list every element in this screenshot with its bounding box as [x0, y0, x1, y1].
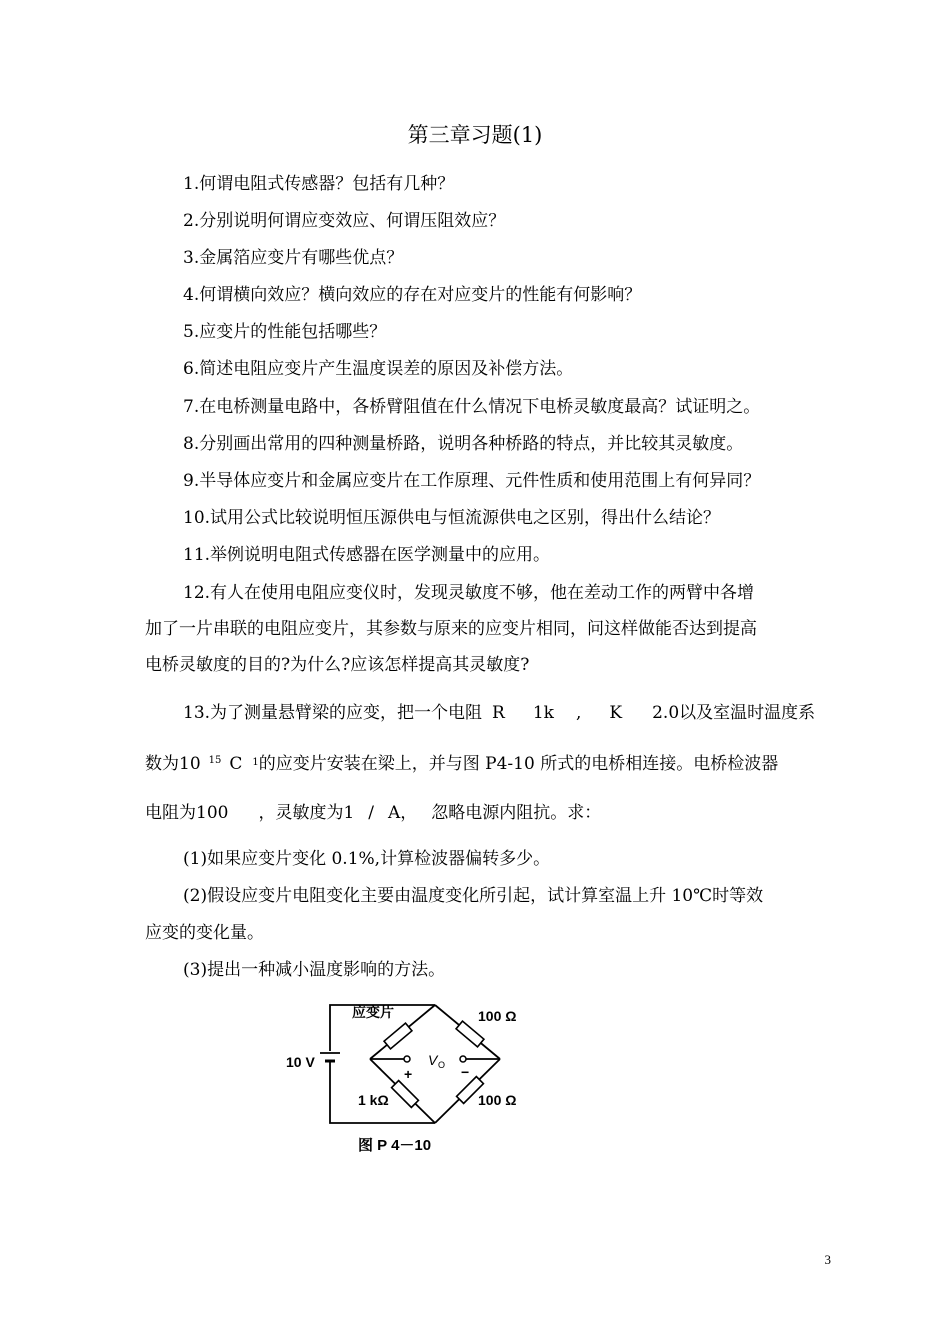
question-12-line-3: 电桥灵敏度的目的?为什么?应该怎样提高其灵敏度? — [145, 655, 530, 675]
question-8: 8.分别画出常用的四种测量桥路，说明各种桥路的特点，并比较其灵敏度。 — [183, 434, 744, 454]
resistor-1k — [392, 1081, 419, 1108]
label-vo: V — [428, 1052, 438, 1068]
question-2: 2.分别说明何谓应变效应、何谓压阻效应？ — [183, 211, 506, 231]
label-10v: 10 V — [286, 1054, 315, 1070]
resistor-100-top — [456, 1021, 484, 1047]
label-100-ohm-bottom: 100 Ω — [478, 1092, 517, 1108]
q13-value-1k: 1k — [532, 703, 554, 723]
question-11: 11.举例说明电阻式传感器在医学测量中的应用。 — [183, 545, 551, 565]
question-12-line-1: 12.有人在使用电阻应变仪时，发现灵敏度不够，他在差动工作的两臂中各增 — [183, 583, 755, 603]
q13-l2-text-e: 的应变片安装在梁上，并与图 P4-10 所式的电桥相连接。电桥检波器 — [258, 754, 779, 774]
figure-caption: 图 P 4－10 — [358, 1137, 432, 1154]
question-13-line-1 — [183, 701, 815, 725]
q13-comma: , — [575, 703, 582, 723]
q13-l3-slash: / — [368, 803, 375, 823]
sub-question-3: (3)提出一种减小温度影响的方法。 — [183, 960, 446, 980]
q13-l3-text-e: 忽略电源内阻抗。求： — [431, 803, 602, 823]
label-vo-sub: O — [438, 1060, 446, 1070]
question-5: 5.应变片的性能包括哪些？ — [183, 322, 387, 342]
q13-symbol-r: R — [492, 703, 505, 723]
q13-exponent: 15 — [208, 755, 222, 766]
q13-symbol-k: K — [609, 703, 623, 723]
sub-question-1: (1)如果应变片变化 0.1%,计算检波器偏转多少。 — [183, 849, 551, 869]
q13-unit-exp: 1 — [252, 757, 259, 768]
bridge-circuit-figure — [280, 995, 540, 1165]
question-9: 9.半导体应变片和金属应变片在工作原理、元件性质和使用范围上有何异同？ — [183, 471, 761, 491]
question-13-line-2 — [145, 752, 778, 779]
question-10: 10.试用公式比较说明恒压源供电与恒流源供电之区别，得出什么结论？ — [183, 508, 721, 528]
question-3: 3.金属箔应变片有哪些优点？ — [183, 248, 404, 268]
q13-l3-text-a: 电阻为100 — [145, 803, 229, 823]
sub-question-2-line-1: (2)假设应变片电阻变化主要由温度变化所引起，试计算室温上升 10℃时等效 — [183, 886, 764, 906]
page-title: 第三章习题(1) — [407, 123, 543, 147]
q13-unit-c: C — [229, 754, 243, 774]
label-plus: + — [404, 1066, 413, 1082]
question-4: 4.何谓横向效应？横向效应的存在对应变片的性能有何影响？ — [183, 285, 642, 305]
q13-l3-text-b: ，灵敏度为1 — [258, 803, 355, 823]
question-12-line-2: 加了一片串联的电阻应变片，其参数与原来的应变片相同，问这样做能否达到提高 — [145, 619, 757, 639]
q13-text-f: 2.0以及室温时温度系 — [652, 703, 816, 723]
q13-l3-text-d: A， — [388, 803, 418, 823]
label-strain-gauge: 应变片 — [352, 1004, 394, 1020]
question-13-line-3 — [145, 801, 601, 825]
strain-gauge-resistor — [384, 1023, 412, 1049]
question-6: 6.简述电阻应变片产生温度误差的原因及补偿方法。 — [183, 359, 574, 379]
label-minus: − — [461, 1064, 470, 1080]
q13-text-a: 13.为了测量悬臂梁的应变，把一个电阻 — [183, 703, 483, 723]
sub-question-2-line-2: 应变的变化量。 — [145, 923, 264, 943]
label-1k-ohm: 1 kΩ — [358, 1092, 389, 1108]
label-100-ohm-top: 100 Ω — [478, 1008, 517, 1024]
question-7: 7.在电桥测量电路中，各桥臂阻值在什么情况下电桥灵敏度最高？试证明之。 — [183, 397, 761, 417]
page-number: 3 — [824, 1252, 831, 1267]
q13-l2-text-a: 数为10 — [145, 754, 201, 774]
question-1: 1.何谓电阻式传感器？包括有几种？ — [183, 174, 455, 194]
